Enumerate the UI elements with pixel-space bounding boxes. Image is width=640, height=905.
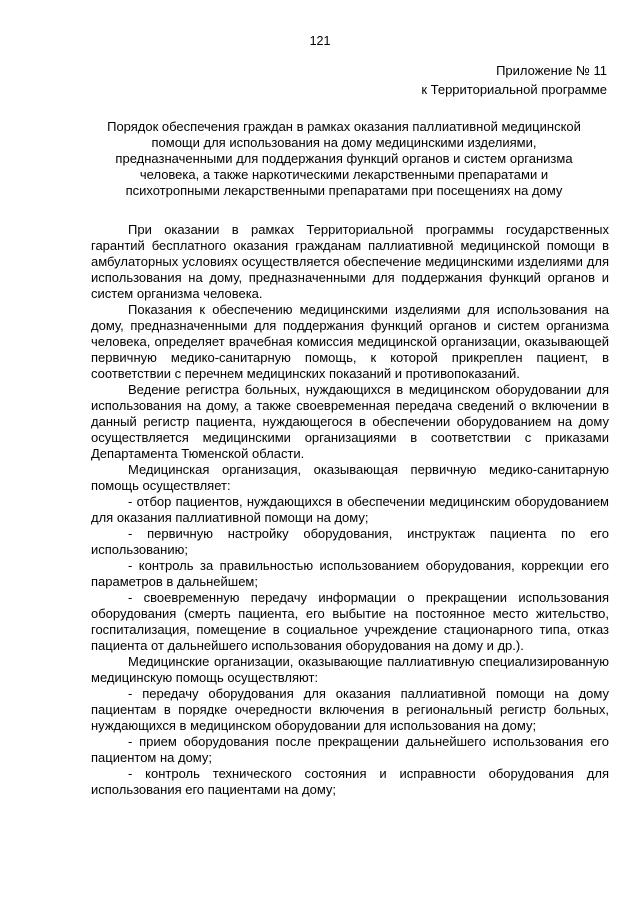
- paragraph: Показания к обеспечению медицинскими изделиями для использования на дому, предназначенными для поддержания функций органов и систем организма человека, определяет врачебная комиссия медицинской организации, оказывающей первичную медико-санитарную помощь, к которой прикреплен пациент, в соответствии с перечнем медицинских показаний и противопоказаний.: [91, 302, 609, 381]
- list-item: - своевременную передачу информации о прекращении использования оборудования (смерть пациента, его выбытие на постоянное место жительство, госпитализация, помещение в социальное учреждение стационарного типа, отказ пациента от дальнейшего использования оборудования на дому и др.).: [91, 590, 609, 653]
- title-line: человека, а также наркотическими лекарственными препаратами и: [139, 167, 549, 182]
- list-item: - передачу оборудования для оказания паллиативной помощи на дому пациентам в порядке очередности включения в региональный регистр больных, нуждающихся в медицинском оборудовании для использования на дому;: [91, 686, 609, 733]
- document-body: [91, 222, 609, 798]
- title-line: Порядок обеспечения граждан в рамках оказания паллиативной медицинской: [107, 119, 581, 134]
- paragraph: Медицинские организации, оказывающие паллиативную специализированную медицинскую помощь осуществляют:: [91, 654, 609, 685]
- list-item: - контроль технического состояния и исправности оборудования для использования его пациентами на дому;: [91, 766, 609, 797]
- page-number: 121: [309, 34, 331, 48]
- appendix-number: Приложение № 11: [496, 63, 607, 78]
- title-line: предназначенными для поддержания функций органов и систем организма: [115, 151, 573, 166]
- appendix-reference: к Территориальной программе: [421, 82, 607, 97]
- title-line: психотропными лекарственными препаратами при посещениях на дому: [125, 183, 563, 198]
- paragraph: Ведение регистра больных, нуждающихся в медицинском оборудовании для использования на дому, а также своевременная передача сведений о включении в данный регистр пациента, нуждающегося в обеспечении оборудованием на дому осуществляется медицинскими организациями в соответствии с приказами Департамента Тюменской области.: [91, 382, 609, 461]
- appendix-header: [421, 61, 607, 99]
- list-item: - прием оборудования после прекращении дальнейшего использования его пациентом на дому;: [91, 734, 609, 765]
- list-item: - отбор пациентов, нуждающихся в обеспечении медицинским оборудованием для оказания паллиативной помощи на дому;: [91, 494, 609, 525]
- title-line: помощи для использования на дому медицинскими изделиями,: [151, 135, 537, 150]
- list-item: - первичную настройку оборудования, инструктаж пациента по его использованию;: [91, 526, 609, 557]
- paragraph: При оказании в рамках Территориальной программы государственных гарантий бесплатного оказания гражданам паллиативной медицинской помощи в амбулаторных условиях осуществляется обеспечение медицинскими изделиями для использования на дому, предназначенными для поддержания функций органов и систем организма человека.: [91, 222, 609, 301]
- document-title: [84, 119, 604, 199]
- paragraph: Медицинская организация, оказывающая первичную медико-санитарную помощь осуществляет:: [91, 462, 609, 493]
- list-item: - контроль за правильностью использованием оборудования, коррекции его параметров в дальнейшем;: [91, 558, 609, 589]
